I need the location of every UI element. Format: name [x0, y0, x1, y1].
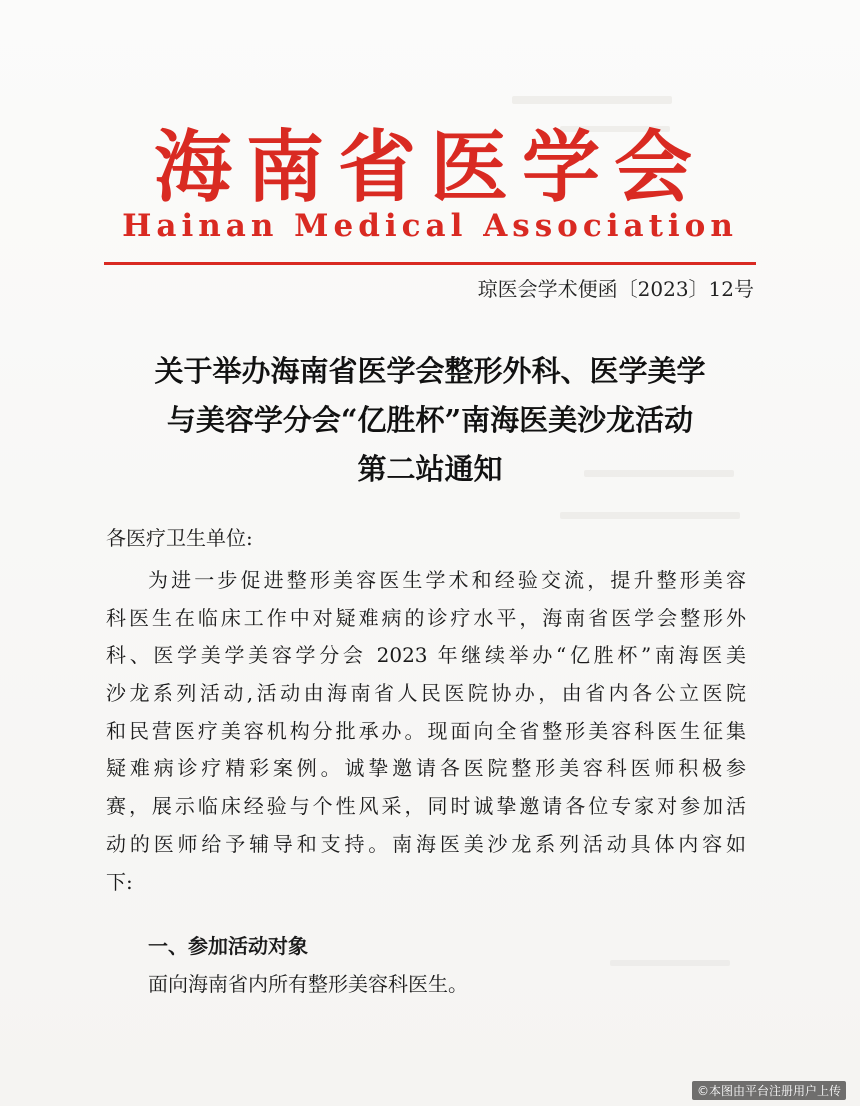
org-name-en: Hainan Medical Association	[122, 208, 738, 244]
body-line: 科医生在临床工作中对疑难病的诊疗水平，海南省医学会整形外	[106, 605, 746, 630]
bleed-through-mark	[512, 96, 672, 104]
body-line: 科、医学美学美容学分会 2023 年继续举办“亿胜杯”南海医美	[106, 643, 746, 668]
bleed-through-mark	[560, 512, 740, 519]
letterhead-divider	[104, 262, 756, 265]
body-line: 为进一步促进整形美容医生学术和经验交流，提升整形美容	[148, 568, 746, 592]
title-line: 与美容学分会“亿胜杯”南海医美沙龙活动	[166, 403, 694, 437]
org-name-cn: 海南省医学会	[153, 122, 706, 213]
document-number: 琼医会学术便函〔2023〕12号	[477, 277, 754, 301]
body-line: 疑难病诊疗精彩案例。诚挚邀请各医院整形美容科医师积极参	[106, 756, 746, 781]
title-line: 第二站通知	[357, 452, 503, 486]
salutation: 各医疗卫生单位:	[106, 526, 253, 550]
body-line: 动的医师给予辅导和支持。南海医美沙龙系列活动具体内容如	[106, 831, 746, 856]
section-text: 面向海南省内所有整形美容科医生。	[148, 972, 468, 996]
body-line: 下:	[106, 869, 133, 894]
body-paragraph	[106, 562, 746, 901]
title-line: 关于举办海南省医学会整形外科、医学美学	[154, 354, 706, 388]
body-line: 赛，展示临床经验与个性风采，同时诚挚邀请各位专家对参加活	[106, 794, 746, 819]
body-line: 和民营医疗美容机构分批承办。现面向全省整形美容科医生征集	[106, 718, 746, 743]
document-title	[0, 347, 860, 494]
body-line: 沙龙系列活动,活动由海南省人民医院协办，由省内各公立医院	[106, 681, 746, 706]
bleed-through-mark	[610, 960, 730, 966]
platform-watermark: ©本图由平台注册用户上传	[692, 1081, 846, 1100]
section-heading: 一、参加活动对象	[148, 934, 308, 958]
